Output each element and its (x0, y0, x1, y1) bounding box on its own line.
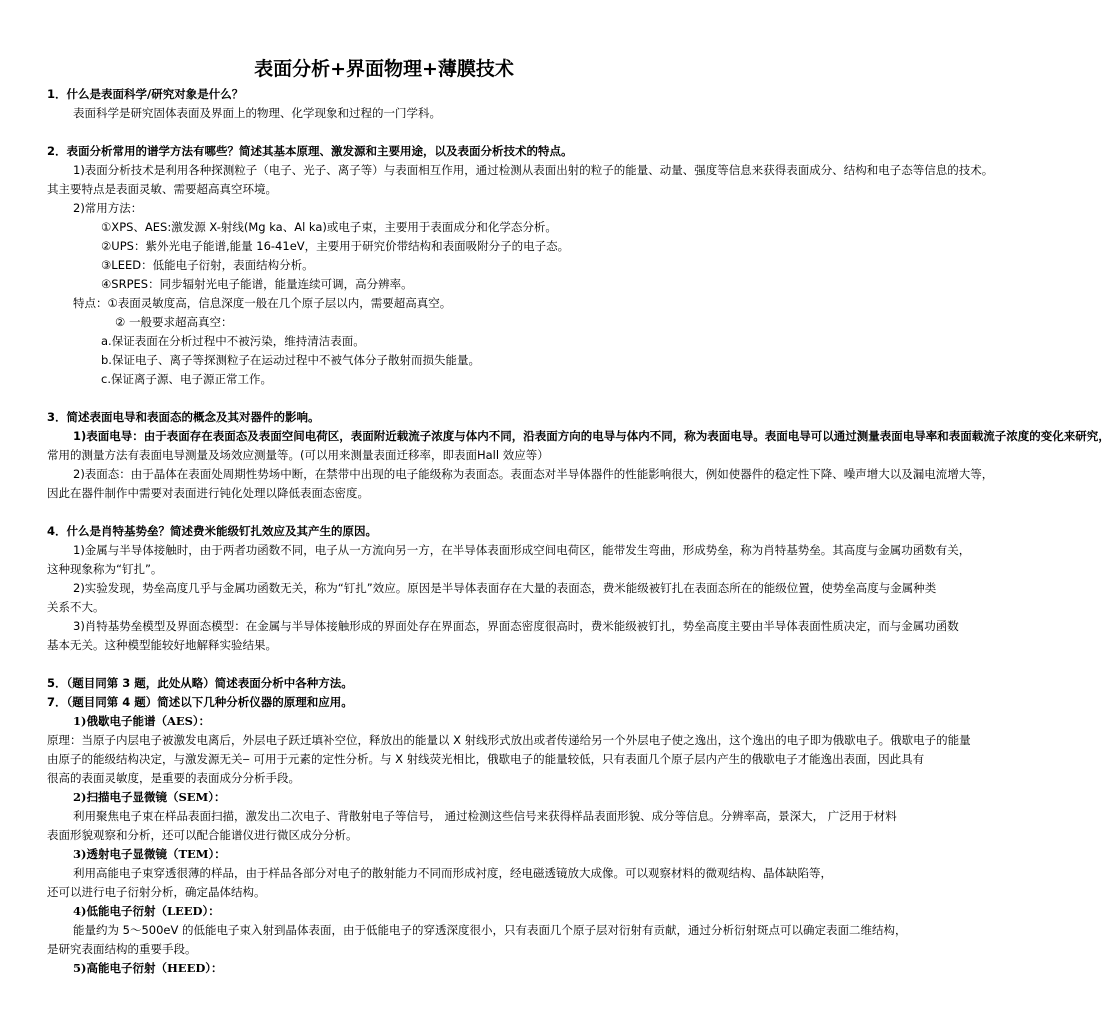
subheading-heed: 5)高能电子衍射（HEED）： (73, 961, 223, 975)
answer-line: 因此在器件制作中需要对表面进行钝化处理以降低表面态密度。 (47, 486, 369, 500)
question-7: 7．（题目同第 4 题）简述以下几种分析仪器的原理和应用。 (47, 695, 353, 709)
answer-line: 是研究表面结构的重要手段。 (47, 942, 197, 956)
question-4: 4．什么是肖特基势垒？简述费米能级钉扎效应及其产生的原因。 (47, 524, 377, 538)
subheading-sem: 2)扫描电子显微镜（SEM）： (73, 790, 226, 804)
answer-line: 很高的表面灵敏度，是重要的表面成分分析手段。 (47, 771, 300, 785)
answer-line: 2)实验发现，势垒高度几乎与金属功函数无关，称为“钉扎”效应。原因是半导体表面存在大量的表面态，费米能级被钉扎在表面态所在的能级位置，使势垒高度与金属种类 (73, 581, 937, 595)
answer-line: 其主要特点是表面灵敏、需要超高真空环境。 (47, 182, 277, 196)
answer-line: 关系不大。 (47, 600, 105, 614)
subheading-aes: 1)俄歇电子能谱（AES）： (73, 714, 211, 728)
question-3: 3．简述表面电导和表面态的概念及其对器件的影响。 (47, 410, 320, 424)
list-item: a.保证表面在分析过程中不被污染，维持清洁表面。 (101, 334, 365, 348)
list-item: b.保证电子、离子等探测粒子在运动过程中不被气体分子散射而损失能量。 (101, 353, 480, 367)
answer-line: 1)表面分析技术是利用各种探测粒子（电子、光子、离子等）与表面相互作用，通过检测从表面出射的粒子的能量、动量、强度等信息来获得表面成分、结构和电子态等信息的技术。 (73, 163, 994, 177)
list-item: ② 一般要求超高真空： (115, 315, 233, 329)
answer-line: 还可以进行电子衍射分析，确定晶体结构。 (47, 885, 266, 899)
answer-line: 常用的测量方法有表面电导测量及场效应测量等。(可以用来测量表面迁移率，即表面Hall 效应等） (47, 448, 549, 462)
question-5: 5．（题目同第 3 题，此处从略）简述表面分析中各种方法。 (47, 676, 353, 690)
answer-line: 能量约为 5～500eV 的低能电子束入射到晶体表面，由于低能电子的穿透深度很小，只有表面几个原子层对衍射有贡献，通过分析衍射斑点可以确定表面二维结构， (73, 923, 907, 937)
answer-line: 1)金属与半导体接触时，由于两者功函数不同，电子从一方流向另一方，在半导体表面形成空间电荷区，能带发生弯曲，形成势垒，称为肖特基势垒。其高度与金属功函数有关， (73, 543, 971, 557)
answer-line: 表面形貌观察和分析，还可以配合能谱仪进行微区成分分析。 (47, 828, 358, 842)
list-item: ④SRPES：同步辐射光电子能谱，能量连续可调，高分辨率。 (101, 277, 413, 291)
answer-line: 1)表面电导：由于表面存在表面态及表面空间电荷区，表面附近载流子浓度与体内不同，沿表面方向的电导与体内不同，称为表面电导。表面电导可以通过测量表面电导率和表面载流子浓度的变化来研究， (73, 429, 1110, 443)
subheading-tem: 3)透射电子显微镜（TEM）： (73, 847, 226, 861)
answer-line: 基本无关。这种模型能较好地解释实验结果。 (47, 638, 277, 652)
answer-line: 2)表面态：由于晶体在表面处周期性势场中断，在禁带中出现的电子能级称为表面态。表面态对半导体器件的性能影响很大，例如使器件的稳定性下降、噪声增大以及漏电流增大等， (73, 467, 994, 481)
list-item: ③LEED：低能电子衍射，表面结构分析。 (101, 258, 314, 272)
answer-line: 利用聚焦电子束在样品表面扫描，激发出二次电子、背散射电子等信号， 通过检测这些信号来获得样品表面形貌、成分等信息。分辨率高，景深大， 广泛用于材料 (73, 809, 897, 823)
page-title: 表面分析+界面物理+薄膜技术 (254, 58, 514, 80)
answer-line: 这种现象称为“钉扎”。 (47, 562, 163, 576)
subheading-leed: 4)低能电子衍射（LEED）： (73, 904, 220, 918)
answer-line: 3)肖特基势垒模型及界面态模型：在金属与半导体接触形成的界面处存在界面态，界面态密度很高时，费米能级被钉扎，势垒高度主要由半导体表面性质决定，而与金属功函数 (73, 619, 959, 633)
answer-line: 由原子的能级结构决定，与激发源无关‒ 可用于元素的定性分析。与 X 射线荧光相比，俄歇电子的能量较低，只有表面几个原子层内产生的俄歇电子才能逸出表面，因此具有 (47, 752, 925, 766)
question-1: 1．什么是表面科学/研究对象是什么？ (47, 87, 244, 101)
answer-line: 特点：①表面灵敏度高，信息深度一般在几个原子层以内，需要超高真空。 (73, 296, 452, 310)
answer-line: 利用高能电子束穿透很薄的样品，由于样品各部分对电子的散射能力不同而形成衬度，经电磁透镜放大成像。可以观察材料的微观结构、晶体缺陷等， (73, 866, 832, 880)
answer-line: 2)常用方法： (73, 201, 143, 215)
list-item: ②UPS：紫外光电子能谱,能量 16-41eV，主要用于研究价带结构和表面吸附分子的电子态。 (101, 239, 570, 253)
answer-line: 原理：当原子内层电子被激发电离后，外层电子跃迁填补空位，释放出的能量以 X 射线形式放出或者传递给另一个外层电子使之逸出，这个逸出的电子即为俄歇电子。俄歇电子的能量 (47, 733, 971, 747)
list-item: ①XPS、AES:激发源 X-射线(Mg ka、Al ka)或电子束，主要用于表面成分和化学态分析。 (101, 220, 557, 234)
list-item: c.保证离子源、电子源正常工作。 (101, 372, 272, 386)
question-2: 2．表面分析常用的谱学方法有哪些？简述其基本原理、激发源和主要用途，以及表面分析技术的特点。 (47, 144, 573, 158)
answer-line: 表面科学是研究固体表面及界面上的物理、化学现象和过程的一门学科。 (73, 106, 441, 120)
